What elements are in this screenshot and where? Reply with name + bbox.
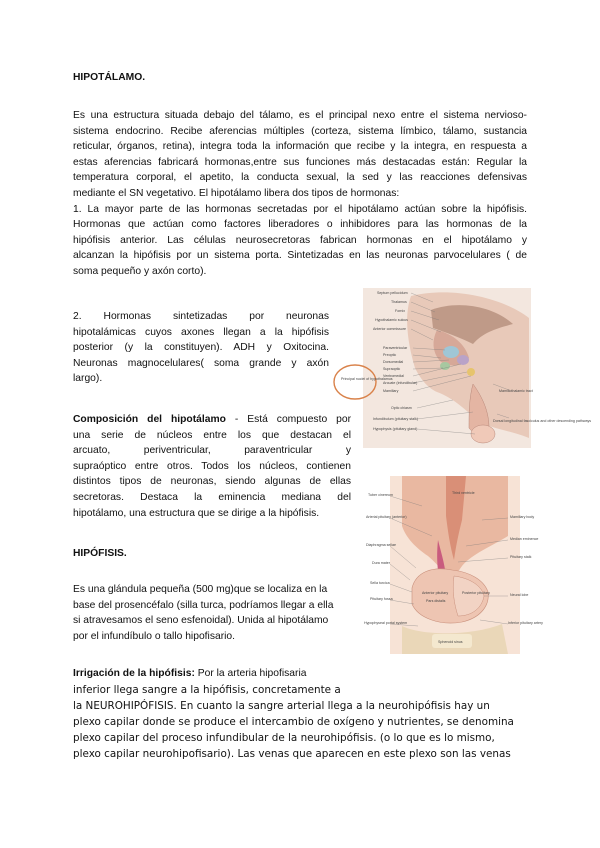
fig2-label: Diaphragma sellae (366, 543, 396, 547)
composicion-title: Composición del hipotálamo (73, 414, 226, 425)
text-line: plexo capilar del proceso infundibular de la neurohipófisis. (o lo que es lo mismo, (73, 731, 495, 744)
fig1-label: Anterior commissure (373, 327, 406, 331)
text-line: hipófisis anterior. Las células neurosecretoras fabrican hormonas en el hipotálamo y (73, 234, 527, 246)
text-line: por el infundíbulo o tallo hipofisario. (73, 630, 235, 642)
fig1-label: Dorsomedial (383, 360, 404, 364)
text-run: Por la arteria hipofisaria (194, 668, 307, 679)
fig1-label: Dorsal longitudinal fasciculus and other descending pathways (493, 419, 592, 423)
fig1-label: Mamillary (383, 389, 399, 393)
text-line: 1. La mayor parte de las hormonas secretadas por el hipotálamo actúan sobre la hipófisis. (73, 203, 527, 215)
text-line: hipotalámicas cuyos axones llegan a la hipófisis (73, 326, 329, 338)
fig1-label: Hypothalamic sulcus (375, 318, 408, 322)
fig1-label: Hypophysis (pituitary gland) (373, 427, 418, 431)
text-line: Hormonas que actúan como factores liberadores o inhibidores para las hormonas de la (73, 219, 527, 231)
text-run: - Está compuesto por (225, 414, 352, 425)
text-line: plexo capilar neurohipofisario). Las venas que aparecen en este plexo son las venas (73, 747, 511, 760)
fig2-label: Anterior pituitary (422, 591, 449, 595)
text-line: mediante el SN vegetativo. El hipotálamo libera dos tipos de hormonas: (73, 187, 400, 199)
text-line: una serie de núcleos entre los que destacan el (73, 429, 351, 441)
text-line: Neuronas magnocelulares( soma grande y axón (73, 357, 329, 369)
paragraph-hormonas-2 (73, 309, 329, 387)
nucleus-blue (443, 346, 459, 358)
text-line: hipotálamo, una estructura que se dirige a la hipófisis. (73, 507, 320, 519)
text-line: alcanzan la hipófisis por un sistema porta. Sintetizadas en las neuronas parvocelulares ( de (73, 250, 527, 262)
fig2-label: Hypophyseal portal system (364, 621, 408, 625)
fig2-label: Sphenoid sinus (438, 640, 463, 644)
fig1-label: Supraoptic (383, 367, 401, 371)
hypothalamus-figure (333, 288, 592, 448)
heading-hipofisis: HIPÓFISIS. (73, 548, 127, 559)
fig1-label: Mamillothalamic tract (499, 389, 533, 393)
fig1-label: Preoptic (383, 353, 397, 357)
text-line: estas aferencias fabricará hormonas,entre sus funciones más destacadas están: Regular la (73, 156, 527, 168)
text-line: la NEUROHIPÓFISIS. En cuanto la sangre arterial llega a la neurohipófisis hay un (73, 699, 490, 712)
text-line: Es una estructura situada debajo del tálamo, es el principal nexo entre el sistema nervioso- (73, 110, 527, 121)
text-line: posterior (y la constituyen). ADH y Oxitocina. (73, 342, 329, 354)
text-line: base del prosencéfalo (silla turca, podríamos llegar a ella (73, 599, 334, 611)
fig1-label: Infundibulum (pituitary stalk) (373, 417, 418, 421)
fig1-label: Arcuate (infundibular) (383, 381, 418, 385)
text-line: inferior llega sangre a la hipófisis, concretamente a (73, 683, 341, 696)
fig2-label: Tuber cinereum (368, 493, 394, 497)
pituitary-figure (362, 476, 543, 662)
text-line: plexo capilar donde se produce el intercambio de oxígeno y nutrientes, se denomina (73, 715, 514, 728)
text-line: soma pequeño y axón corto). (73, 265, 207, 277)
paragraph-irrigacion (73, 666, 527, 762)
heading-hipotalamo: HIPOTÁLAMO. (73, 72, 146, 83)
paragraph-composicion (73, 412, 351, 521)
fig1-circle-label: Principal nuclei of hypothalamus (341, 377, 393, 381)
text-line: distintos tipos de neuronas, siendo algunas de ellas (73, 476, 351, 488)
fig1-label: Thalamus (391, 300, 407, 304)
text-line: Es una glándula pequeña (500 mg)que se localiza en la (73, 584, 328, 595)
fig2-label: Pituitary fossa (370, 597, 393, 601)
paragraph-hipofisis (73, 582, 353, 644)
fig2-label: Pituitary stalk (510, 555, 532, 559)
text-line: largo). (73, 373, 103, 385)
nucleus-yellow (467, 368, 475, 376)
text-line: arcuato, periventricular, paraventricular y (73, 445, 351, 457)
fig1-label: Fornix (395, 309, 405, 313)
fig2-label: Pars distalis (426, 599, 446, 603)
fig2-label: Dura mater (372, 561, 390, 565)
fig2-label: Posterior pituitary (462, 591, 490, 595)
fig1-label: Ventromedial (383, 374, 404, 378)
text-line: reticular, órganos, retina), integra toda la información que recibe y la integra, en respuesta a (73, 141, 527, 153)
text-line: secretoras. Destaca la eminencia mediana del (73, 491, 351, 503)
irrigacion-title: Irrigación de la hipófisis: (73, 668, 195, 679)
fig2-label: Third ventricle (452, 491, 475, 495)
fig2-label: Mamillary body (510, 515, 535, 519)
paragraph-hipotalamo-intro (73, 108, 527, 280)
fig2-label: Neural lobe (510, 593, 529, 597)
text-line: temperatura corporal, el apetito, la conducta sexual, la sed y las reacciones defensivas (73, 172, 527, 184)
fig1-label: Optic chiasm (391, 406, 412, 410)
fig2-label: Inferior pituitary artery (508, 621, 543, 625)
text-line: sistema endocrino. Recibe aferencias múltiples (corteza, sistema límbico, tálamo, sustancia (73, 125, 527, 137)
fig2-label: Median eminence (510, 537, 539, 541)
text-line: supraóptico entre otros. Todos los núcleos, contienen (73, 460, 351, 472)
text-line: si atravesamos el seno esfenoidal). Unida al hipotálamo (73, 615, 329, 627)
fig1-label: Paraventricular (383, 346, 408, 350)
fig1-label: Septum pellucidum (377, 291, 408, 295)
fig2-label: Sella turcica (370, 581, 390, 585)
text-line (73, 666, 345, 682)
nucleus-purple (457, 355, 469, 365)
text-line (73, 412, 351, 428)
text-line: 2. Hormonas sintetizadas por neuronas (73, 311, 329, 322)
fig2-label: Arterial pituitary (anterior) (366, 515, 407, 519)
